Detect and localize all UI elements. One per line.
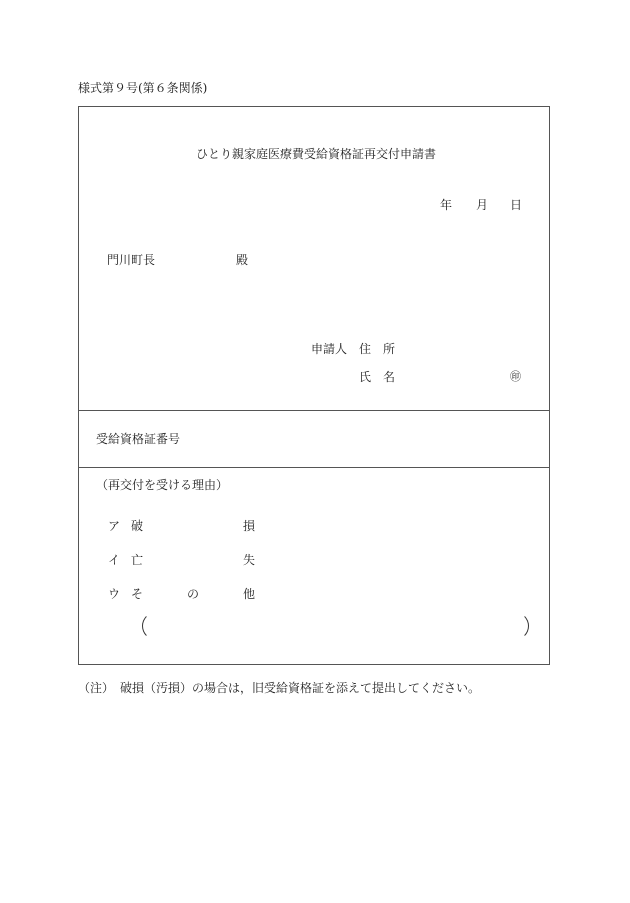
- applicant-address-label: 住 所: [359, 342, 396, 356]
- seal-mark-icon: ㊞: [510, 370, 521, 383]
- certificate-number-label: 受給資格証番号: [96, 432, 181, 446]
- date-month-label: 月: [476, 198, 489, 212]
- reason-heading: （再交付を受ける理由）: [96, 478, 229, 492]
- reason-option-a-mark: ア: [108, 519, 121, 533]
- reason-option-u-left: そ: [131, 587, 144, 601]
- applicant-name-label: 氏 名: [359, 370, 396, 384]
- divider-certificate-top: [79, 410, 549, 411]
- reason-option-u-middle: の: [187, 587, 200, 601]
- reason-option-i-left: 亡: [131, 553, 144, 567]
- form-title: ひとり親家庭医療費受給資格証再交付申請書: [196, 147, 437, 161]
- divider-reason-top: [79, 467, 549, 468]
- reason-option-u-right: 他: [243, 587, 256, 601]
- application-form-frame: [78, 106, 550, 665]
- addressee-name: 門川町長: [107, 253, 156, 267]
- reason-option-a-right: 損: [243, 519, 256, 533]
- date-year-label: 年: [440, 198, 453, 212]
- form-number: 様式第９号(第６条関係): [78, 81, 208, 95]
- reason-option-u-mark: ウ: [108, 587, 121, 601]
- reason-option-a-left: 破: [131, 519, 144, 533]
- reason-option-i-right: 失: [243, 553, 256, 567]
- reason-option-i-mark: イ: [108, 553, 121, 567]
- addressee-honorific: 殿: [236, 253, 249, 267]
- date-day-label: 日: [510, 198, 523, 212]
- applicant-label: 申請人: [311, 342, 348, 356]
- footnote: （注） 破損（汚損）の場合は，旧受給資格証を添えて提出してください。: [78, 681, 481, 695]
